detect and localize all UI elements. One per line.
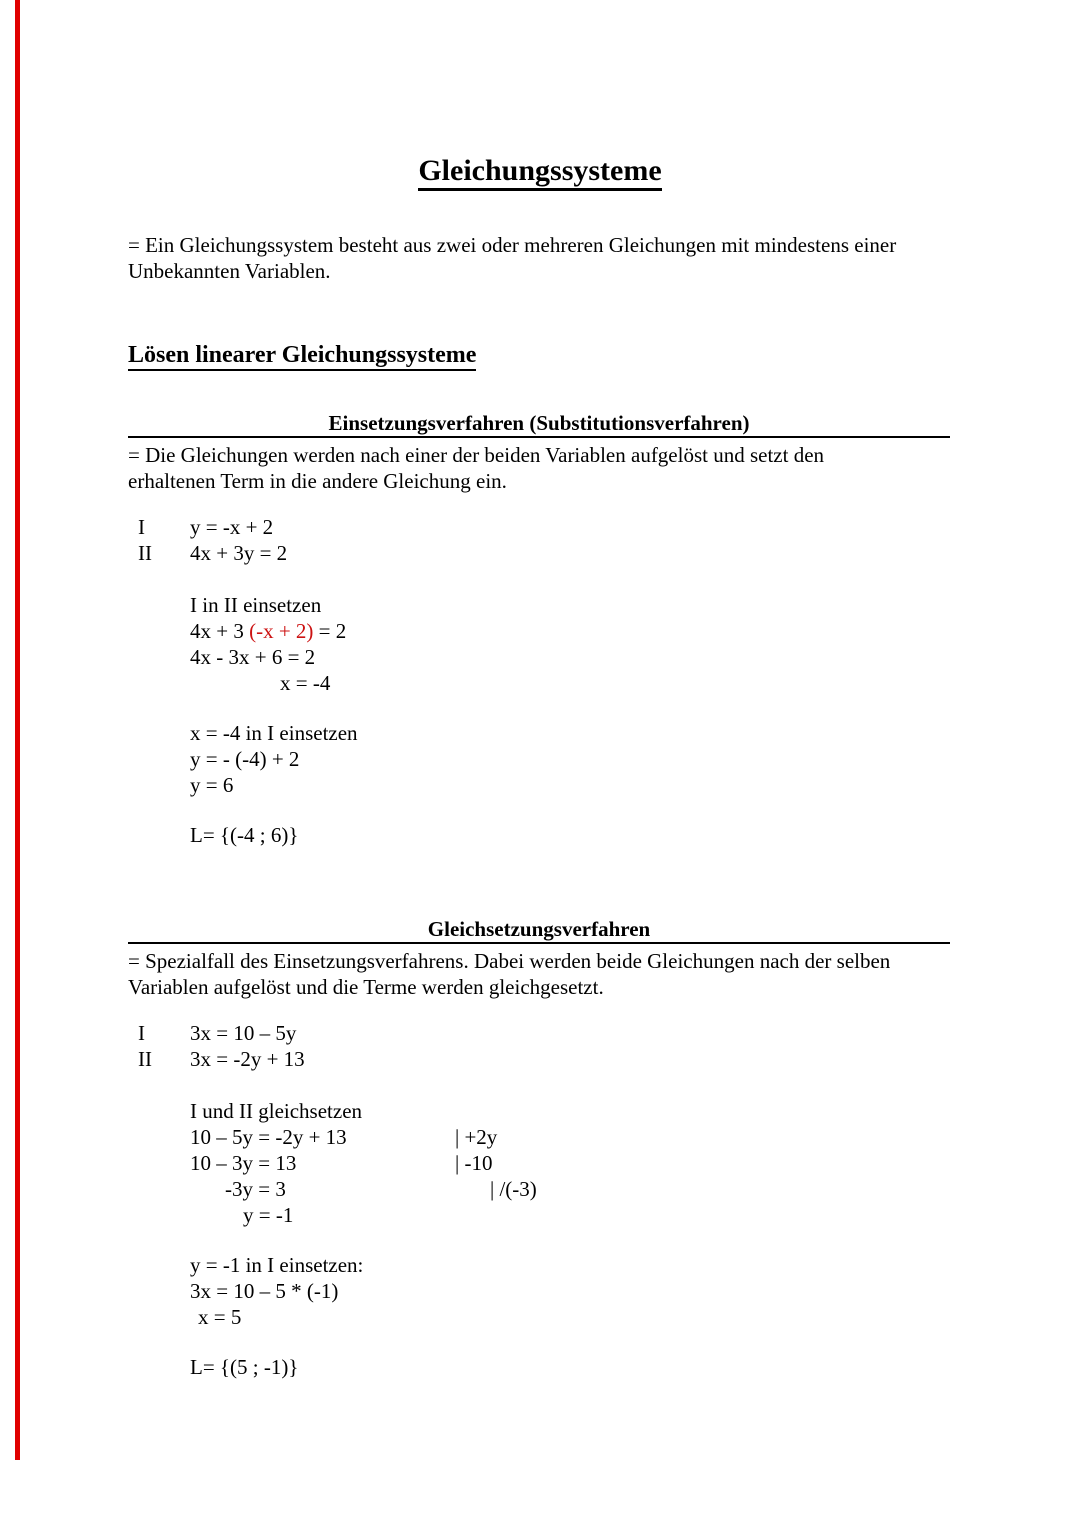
operation-annotation: | /(-3): [490, 1177, 537, 1201]
equation-system-2: [0, 1020, 1080, 1072]
step-label: x = -4 in I einsetzen: [190, 721, 358, 745]
section-gleichsetzungsverfahren: [0, 916, 1080, 1380]
step-equation: 10 – 3y = 13: [190, 1151, 297, 1175]
section-einsetzung-heading-text: Einsetzungsverfahren (Substitutionsverfahren): [328, 411, 750, 435]
calc-row: [190, 1124, 1080, 1150]
equation-numeral: II: [138, 1047, 152, 1071]
intro-line-2: Unbekannten Variablen.: [128, 259, 331, 283]
step-equation: y = - (-4) + 2: [190, 747, 300, 771]
equation-part: = 2: [313, 619, 347, 643]
substitution-steps: [190, 592, 1080, 696]
equation-system-1: [0, 514, 1080, 566]
step-result: y = -1: [243, 1203, 294, 1227]
step-label: I und II gleichsetzen: [190, 1099, 363, 1123]
solution-set-2: [190, 1354, 1080, 1380]
section-gleichsetzung-heading: [128, 916, 950, 944]
section-gleichsetzung-heading-text: Gleichsetzungsverfahren: [427, 917, 651, 941]
main-heading-text: Lösen linearer Gleichungssysteme: [128, 342, 476, 371]
equation-numeral: I: [138, 1021, 145, 1045]
equation: 3x = -2y + 13: [190, 1047, 305, 1071]
solution-text: L= {(-4 ; 6)}: [190, 823, 299, 847]
system-row: [138, 1020, 1080, 1046]
calc-row: [190, 1202, 1080, 1228]
step-result: x = -4: [280, 671, 331, 695]
equation: 3x = 10 – 5y: [190, 1021, 297, 1045]
main-heading: [128, 340, 1080, 370]
equation-numeral: II: [138, 541, 152, 565]
step-equation-with-red-term: [190, 618, 1080, 644]
intro-line-1: = Ein Gleichungssystem besteht aus zwei oder mehreren Gleichungen mit mindestens einer: [128, 233, 897, 257]
equation-part: 4x + 3: [190, 619, 250, 643]
page-title-text: Gleichungssysteme: [418, 154, 661, 191]
intro-paragraph: [0, 232, 1080, 284]
step-equation: -3y = 3: [225, 1177, 286, 1201]
step-label: I in II einsetzen: [190, 593, 322, 617]
red-substituted-term: (-x + 2): [249, 619, 314, 643]
system-row: [138, 514, 1080, 540]
calc-row: [190, 1176, 1080, 1202]
equation-numeral: I: [138, 515, 145, 539]
system-row: [138, 1046, 1080, 1072]
solution-text: L= {(5 ; -1)}: [190, 1355, 299, 1379]
equation: 4x + 3y = 2: [190, 541, 288, 565]
system-row: [138, 540, 1080, 566]
step-equation: 10 – 5y = -2y + 13: [190, 1125, 347, 1149]
description-line: Variablen aufgelöst und die Terme werden gleichgesetzt.: [128, 975, 604, 999]
operation-annotation: | -10: [455, 1151, 493, 1175]
calc-row: [190, 1150, 1080, 1176]
operation-annotation: | +2y: [455, 1125, 498, 1149]
back-substitution-steps: [190, 720, 1080, 798]
step-equation: 3x = 10 – 5 * (-1): [190, 1279, 339, 1303]
step-equation: 4x - 3x + 6 = 2: [190, 645, 316, 669]
step-result: x = 5: [198, 1305, 242, 1329]
back-substitution-steps-2: [190, 1252, 1080, 1330]
step-label: y = -1 in I einsetzen:: [190, 1253, 364, 1277]
step-result: y = 6: [190, 773, 234, 797]
section-einsetzungsverfahren: [0, 410, 1080, 848]
solution-set-1: [190, 822, 1080, 848]
description-line: = Die Gleichungen werden nach einer der beiden Variablen aufgelöst und setzt den: [128, 443, 825, 467]
equation: y = -x + 2: [190, 515, 274, 539]
section-einsetzung-description: [0, 442, 1080, 494]
section-einsetzung-heading: [128, 410, 950, 438]
description-line: = Spezialfall des Einsetzungsverfahrens. Dabei werden beide Gleichungen nach der selben: [128, 949, 891, 973]
equating-steps: [190, 1098, 1080, 1228]
description-line: erhaltenen Term in die andere Gleichung ein.: [128, 469, 507, 493]
section-gleichsetzung-description: [0, 948, 1080, 1000]
page-title: [0, 152, 1080, 190]
